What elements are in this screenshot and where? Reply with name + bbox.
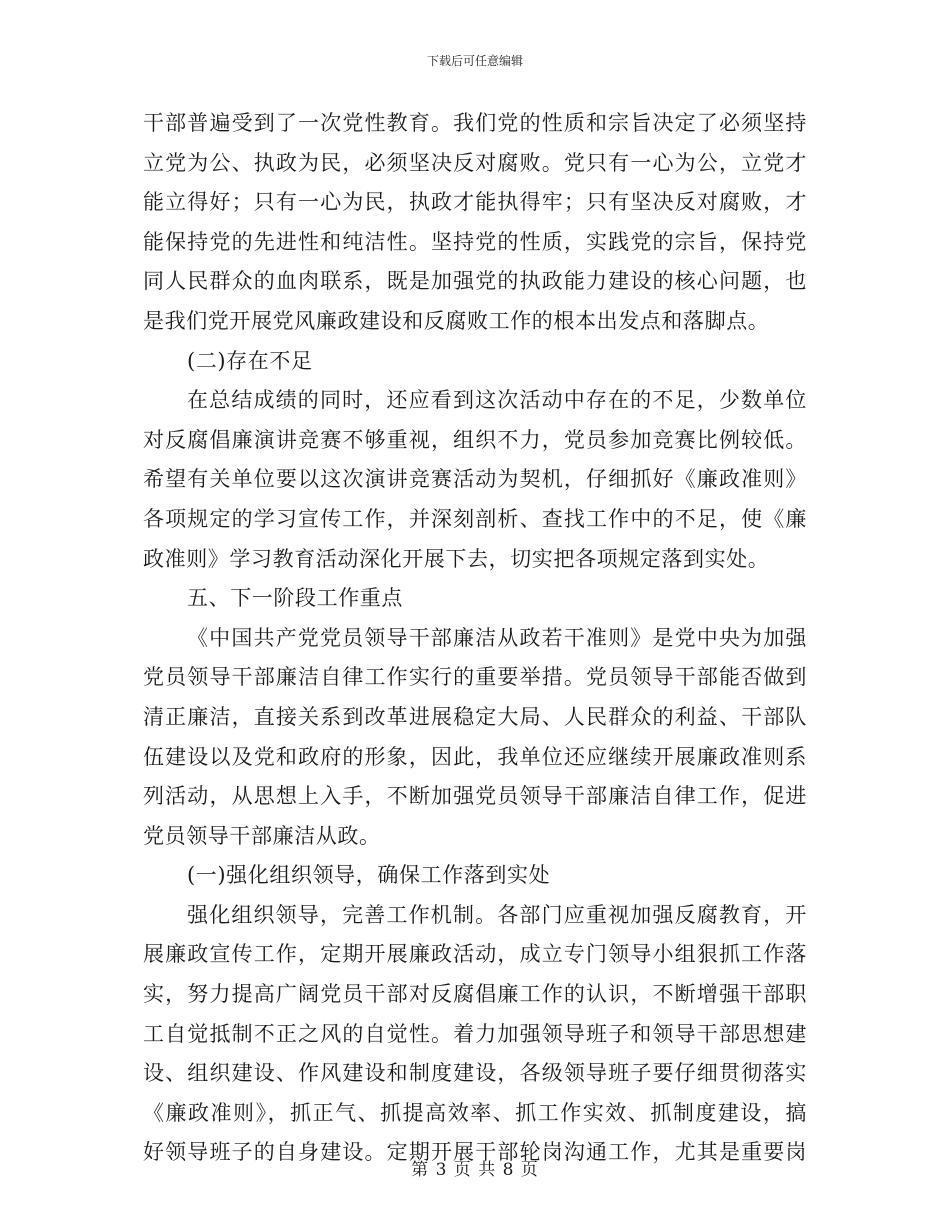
paragraph-line: 清正廉洁，直接关系到改革进展稳定大局、人民群众的利益、干部队	[143, 704, 807, 729]
paragraph-first-line: (二)存在不足	[187, 348, 313, 373]
paragraph-line: 干部普遍受到了一次党性教育。我们党的性质和宗旨决定了必须坚持	[143, 111, 807, 135]
paragraph-line: 能保持党的先进性和纯洁性。坚持党的性质，实践党的宗旨，保持党	[143, 229, 807, 254]
paragraph-line: 政准则》学习教育活动深化开展下去，切实把各项规定落到实处。	[143, 546, 770, 571]
paragraph-line: 同人民群众的血肉联系，既是加强党的执政能力建设的核心问题，也	[143, 269, 807, 294]
paragraph-first-line: (一)强化组织领导，确保工作落到实处	[187, 863, 551, 888]
paragraph-first-line: 在总结成绩的同时，还应看到这次活动中存在的不足，少数单位	[187, 388, 807, 413]
paragraph-line: 列活动，从思想上入手，不断加强党员领导干部廉洁自律工作，促进	[143, 784, 807, 809]
paragraph-line: 工自觉抵制不正之风的自觉性。着力加强领导班子和领导干部思想建	[143, 1021, 807, 1046]
paragraph-first-line: 强化组织领导，完善工作机制。各部门应重视加强反腐教育，开	[187, 902, 807, 927]
paragraph-first-line: 五、下一阶段工作重点	[187, 586, 403, 611]
paragraph-line: 实，努力提高广阔党员干部对反腐倡廉工作的认识，不断增强干部职	[143, 982, 807, 1007]
document-body	[143, 104, 807, 1173]
paragraph-line: 能立得好；只有一心为民，执政才能执得牢；只有坚决反对腐败，才	[143, 190, 807, 215]
page-number: 第 3 页 共 8 页	[411, 1160, 539, 1180]
paragraph-line: 党员领导干部廉洁自律工作实行的重要举措。党员领导干部能否做到	[143, 665, 807, 690]
paragraph-line: 《廉政准则》，抓正气、抓提高效率、抓工作实效、抓制度建设，搞	[143, 1100, 807, 1125]
paragraph-line: 设、组织建设、作风建设和制度建设，各级领导班子要仔细贯彻落实	[143, 1061, 807, 1086]
paragraph-first-line: 《中国共产党党员领导干部廉洁从政若干准则》是党中央为加强	[187, 625, 807, 650]
paragraph-line: 对反腐倡廉演讲竞赛不够重视，组织不力，党员参加竞赛比例较低。	[143, 427, 807, 452]
paragraph-line: 党员领导干部廉洁从政。	[143, 823, 381, 848]
paragraph-line: 好领导班子的自身建设。定期开展干部轮岗沟通工作，尤其是重要岗	[143, 1140, 807, 1165]
paragraph-line: 伍建设以及党和政府的形象，因此，我单位还应继续开展廉政准则系	[143, 744, 807, 769]
paragraph-line: 展廉政宣传工作，定期开展廉政活动，成立专门领导小组狠抓工作落	[143, 942, 807, 967]
paragraph-line: 是我们党开展党风廉政建设和反腐败工作的根本出发点和落脚点。	[143, 308, 770, 333]
paragraph-line: 希望有关单位要以这次演讲竞赛活动为契机，仔细抓好《廉政准则》	[143, 467, 807, 492]
page-header-note: 下载后可任意编辑	[426, 54, 523, 68]
paragraph-line: 各项规定的学习宣传工作，并深刻剖析、查找工作中的不足，使《廉	[143, 506, 807, 531]
paragraph-line: 立党为公、执政为民，必须坚决反对腐败。党只有一心为公，立党才	[143, 150, 807, 175]
